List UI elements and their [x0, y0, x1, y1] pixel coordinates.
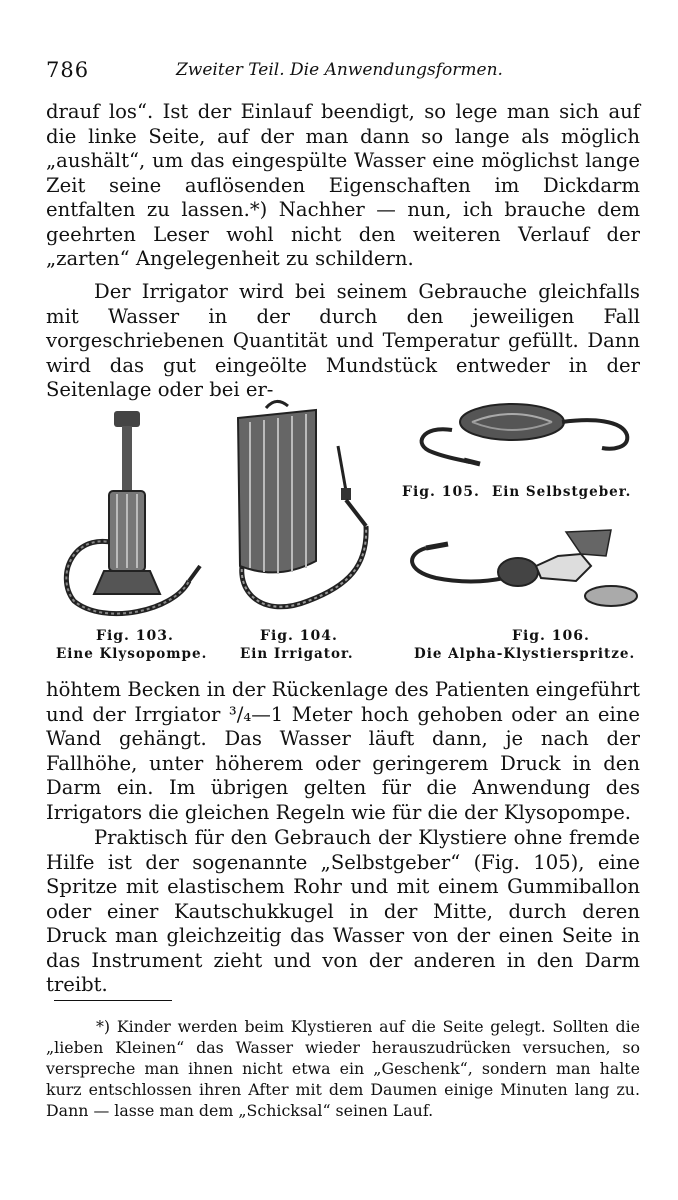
paragraph-4: Praktisch für den Gebrauch der Klystiere ohne fremde Hilfe ist der sogenannte „Selbstgeber“ (Fig. 105), eine Spritze mit elastischem Rohr und mit einem Gummiballon oder einer Kautschukkugel in der Mitte, durch deren Druck man gleichzeitig das Wasser von der einen Seite in das Instrument zieht und von der anderen in den Darm treibt.: [46, 826, 640, 996]
paragraph-1: drauf los“. Ist der Einlauf beendigt, so lege man sich auf die linke Seite, auf der man dann so lange als möglich „aushält“, um das eingespülte Wasser eine möglichst lange Zeit seine auflösenden Eigenschaften im Dickdarm entfalten zu lassen.*) Nachher — nun, ich brauche dem geehrten Leser wohl nicht den weiteren Verlauf der „zarten“ Angelegenheit zu schildern.: [46, 100, 640, 270]
figure-103-caption: Eine Klysopompe.: [56, 646, 208, 662]
footnote-divider: [54, 1000, 172, 1001]
figure-group: [46, 388, 640, 670]
footnote-text: *) Kinder werden beim Klystieren auf die Seite gelegt. Sollten die „lieben Kleinen“ das Wasser wieder herauszudrücken versuchen, so verspreche man ihnen nicht etwa ein „Geschenk“, sondern man halte kurz entschlossen ihren After mit dem Daumen einige Minuten lang zu. Dann — lasse man dem „Schicksal“ seinen Lauf.: [46, 1017, 640, 1120]
figure-105-caption: Ein Selbstgeber.: [492, 484, 632, 500]
figure-106-number: Fig. 106.: [512, 628, 590, 644]
figure-104-irrigator-illustration: [218, 396, 378, 621]
figure-104-caption: Ein Irrigator.: [240, 646, 354, 662]
footnote: [46, 1016, 640, 1121]
page-number: 786: [46, 58, 90, 82]
running-title: Zweiter Teil. Die Anwendungsformen.: [176, 60, 503, 80]
paragraph-2: Der Irrigator wird bei seinem Gebrauche gleichfalls mit Wasser in der durch den jeweiligen Fall vorgeschriebenen Quantität und Temperatur gefüllt. Dann wird das gut eingeölte Mundstück entweder in der Seitenlage oder bei er-: [46, 280, 640, 401]
running-head: [46, 58, 640, 88]
figure-105-number: Fig. 105.: [402, 484, 480, 500]
figure-105-selbstgeber-illustration: [412, 400, 638, 472]
figure-104-number: Fig. 104.: [260, 628, 338, 644]
paragraph-3: höhtem Becken in der Rückenlage des Patienten eingeführt und der Irrgiator ³/₄—1 Meter hoch gehoben oder an eine Wand gehängt. Das Wasser läuft dann, je nach der Fallhöhe, unter höherem oder geringerem Druck in den Darm ein. Im übrigen gelten für die Anwendung des Irrigators die gleichen Regeln wie für die der Klysopompe.: [46, 678, 640, 824]
figure-103-number: Fig. 103.: [96, 628, 174, 644]
figure-106-alpha-klystierspritze-illustration: [406, 526, 646, 612]
figure-106-caption: Die Alpha-Klystierspritze.: [414, 646, 636, 662]
figure-103-klysopompe-illustration: [54, 406, 204, 626]
